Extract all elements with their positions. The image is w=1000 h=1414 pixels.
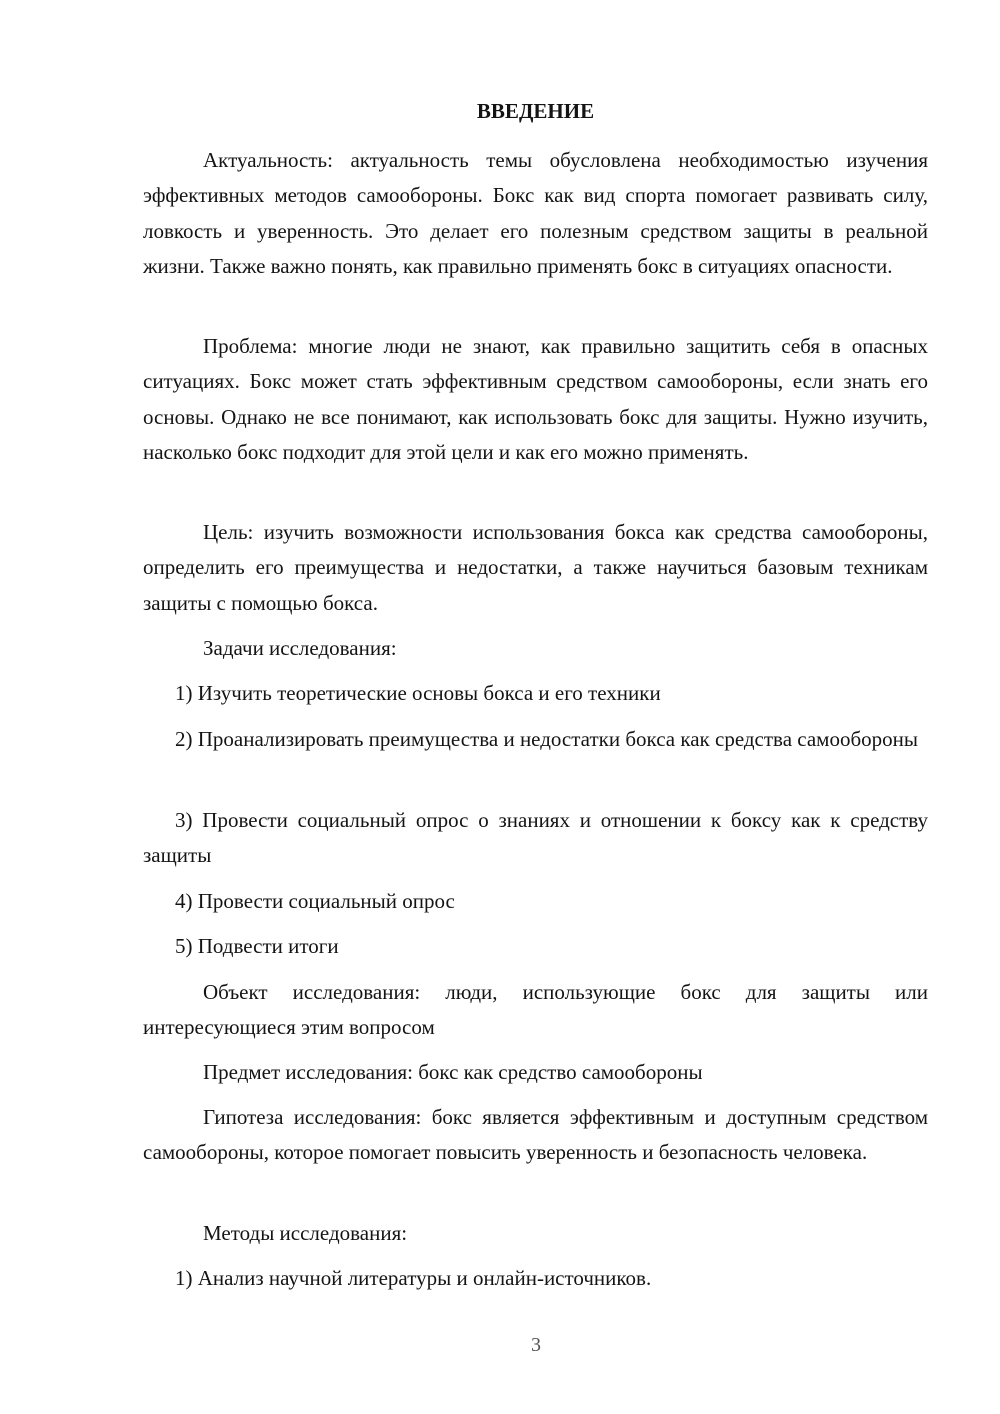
paragraph-problem: Проблема: многие люди не знают, как правильно защитить себя в опасных ситуациях. Бокс может стать эффективным средством самообороны, если знать его основы. Однако не все понимают, как использовать бокс для защиты. Нужно изучить, насколько бокс подходит для этой цели и как его можно применять. [143, 334, 928, 464]
paragraph-relevance: Актуальность: актуальность темы обусловлена необходимостью изучения эффективных методов самообороны. Бокс как вид спорта помогает развивать силу, ловкость и уверенность. Это делает его полезным средством защиты в реальной жизни. Также важно понять, как правильно применять бокс в ситуациях опасности. [143, 148, 928, 278]
task-item-2: 2) Проанализировать преимущества и недостатки бокса как средства самообороны [175, 727, 918, 751]
paragraph-hypothesis: Гипотеза исследования: бокс является эффективным и доступным средством самообороны, которое помогает повысить уверенность и безопасность человека. [143, 1105, 928, 1165]
paragraph-goal: Цель: изучить возможности использования бокса как средства самообороны, определить его преимущества и недостатки, а также научиться базовым техникам защиты с помощью бокса. [143, 520, 928, 615]
task-item-1: 1) Изучить теоретические основы бокса и его техники [175, 681, 661, 705]
method-item-1: 1) Анализ научной литературы и онлайн-источников. [175, 1266, 652, 1290]
task-item-3: 3) Провести социальный опрос о знаниях и отношении к боксу как к средству защиты [143, 808, 928, 868]
section-title: ВВЕДЕНИЕ [476, 99, 595, 123]
task-item-4: 4) Провести социальный опрос [175, 889, 455, 913]
page-number: 3 [531, 1334, 541, 1356]
paragraph-object: Объект исследования: люди, использующие бокс для защиты или интересующиеся этим вопросом [143, 980, 928, 1040]
paragraph-subject: Предмет исследования: бокс как средство самообороны [203, 1060, 703, 1084]
tasks-heading: Задачи исследования: [203, 636, 397, 660]
task-item-5: 5) Подвести итоги [175, 934, 339, 958]
methods-heading: Методы исследования: [203, 1221, 408, 1245]
